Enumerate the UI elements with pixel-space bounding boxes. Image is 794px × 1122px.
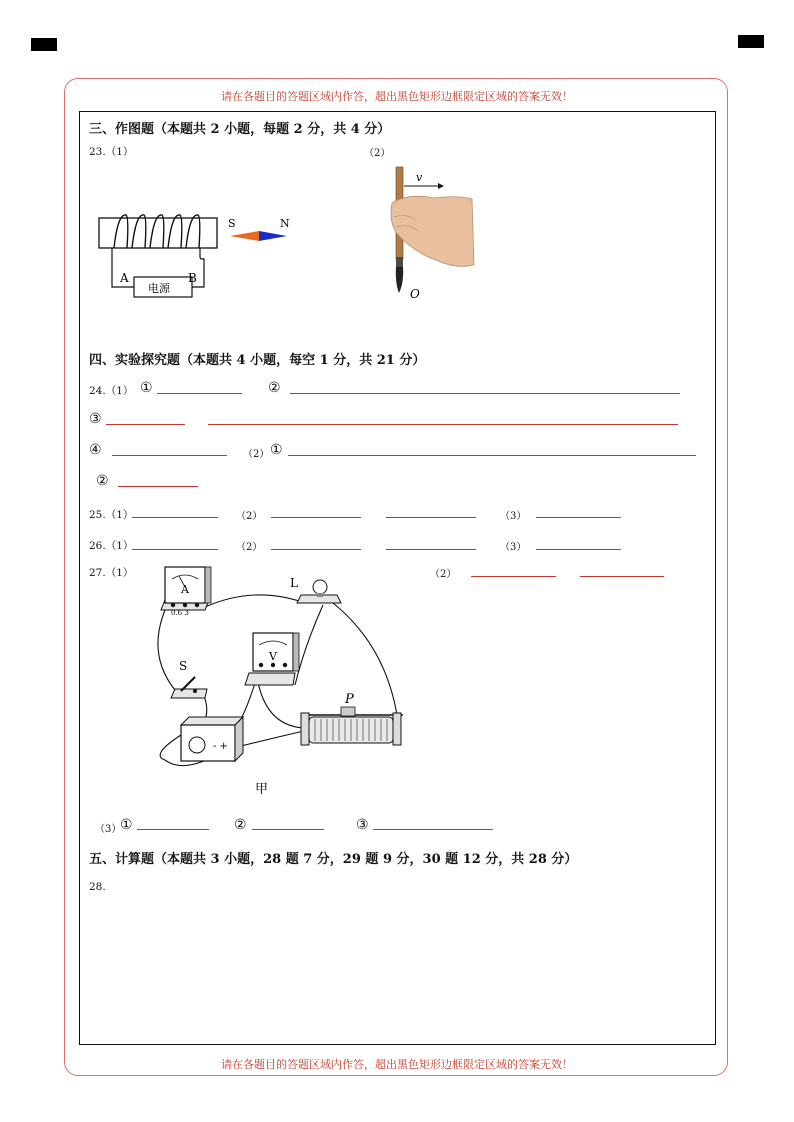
q25-sub2-label: （2） xyxy=(236,511,263,522)
q24-blank3-marker: ③ xyxy=(89,411,102,427)
q27-sub3-blank1-line[interactable] xyxy=(137,829,209,830)
svg-text:- +: - + xyxy=(213,741,228,752)
q27-sub2-label: （2） xyxy=(430,569,457,580)
q26-sub2-label: （2） xyxy=(236,542,263,553)
battery-box xyxy=(181,717,243,761)
q25-blank3-line[interactable] xyxy=(386,517,476,518)
ammeter-label: A xyxy=(181,583,189,596)
brush-tip xyxy=(396,267,403,293)
ammeter-scale: 0.6 3 xyxy=(171,609,189,617)
q26-blank2-line[interactable] xyxy=(271,549,361,550)
needle-n-label: N xyxy=(280,217,290,230)
q25-label: 25.（1） xyxy=(89,509,134,521)
section-5-title: 五、计算题（本题共 3 小题，28 题 7 分，29 题 9 分，30 题 12 分，共 28 分） xyxy=(89,852,578,867)
solenoid-diagram xyxy=(96,205,296,300)
notice-bottom: 请在各题目的答题区域内作答，超出黑色矩形边框限定区域的答案无效！ xyxy=(221,1058,573,1071)
q25-blank2-line[interactable] xyxy=(271,517,361,518)
q24-blank3-line[interactable] xyxy=(106,424,185,425)
q24-blank1-marker: ① xyxy=(140,380,153,396)
hand xyxy=(391,196,474,266)
terminal-b-label: B xyxy=(188,271,197,285)
q28-label: 28. xyxy=(89,881,106,893)
section-3-title: 三、作图题（本题共 2 小题，每题 2 分，共 4 分） xyxy=(89,122,391,137)
q24-blank2-line[interactable] xyxy=(290,393,680,394)
q24-sub2-blank1-marker: ① xyxy=(270,442,283,458)
q24-sub2-blank2-marker: ② xyxy=(96,473,109,489)
q25-blank4-line[interactable] xyxy=(536,517,621,518)
q25-blank1-line[interactable] xyxy=(132,517,218,518)
q25-sub3-label: （3） xyxy=(500,511,527,522)
voltmeter-label: V xyxy=(269,650,277,663)
registration-mark-right xyxy=(738,35,764,48)
compass-needle-north xyxy=(259,231,287,241)
q24-blank4-marker: ④ xyxy=(89,442,102,458)
q27-sub3-label: （3） xyxy=(95,824,122,835)
origin-label: O xyxy=(410,287,420,301)
q24-sub2-blank2-line[interactable] xyxy=(118,486,198,487)
q27-sub2-blank1-line[interactable] xyxy=(471,576,556,577)
q27-sub3-blank3-marker: ③ xyxy=(356,817,369,833)
q26-label: 26.（1） xyxy=(89,540,134,552)
section-4-title: 四、实验探究题（本题共 4 小题，每空 1 分，共 21 分） xyxy=(89,353,426,368)
switch xyxy=(171,659,207,698)
switch-label: S xyxy=(179,659,188,673)
notice-top: 请在各题目的答题区域内作答，超出黑色矩形边框限定区域的答案无效！ xyxy=(221,90,573,103)
q26-sub3-label: （3） xyxy=(500,542,527,553)
q24-sub2-blank1-line[interactable] xyxy=(288,455,696,456)
q28-answer-area[interactable] xyxy=(89,900,709,1038)
needle-s-label: S xyxy=(228,217,236,230)
rheostat-slider-label: P xyxy=(345,692,354,707)
q24-label: 24.（1） xyxy=(89,385,134,397)
voltmeter xyxy=(245,633,299,685)
q24-sub2-label: （2） xyxy=(243,449,270,460)
q26-blank3-line[interactable] xyxy=(386,549,476,550)
q27-sub3-blank2-line[interactable] xyxy=(252,829,324,830)
q26-blank4-line[interactable] xyxy=(536,549,621,550)
rheostat xyxy=(301,692,403,745)
terminal-a-label: A xyxy=(120,271,129,285)
lamp-label: L xyxy=(290,576,298,590)
compass-needle-south xyxy=(230,231,259,241)
q24-blank4-line[interactable] xyxy=(112,455,227,456)
q24-blank1-line[interactable] xyxy=(157,393,242,394)
q24-blank2-marker: ② xyxy=(268,380,281,396)
brush-photo xyxy=(386,165,478,303)
q27-sub2-blank2-line[interactable] xyxy=(580,576,664,577)
power-supply-label: 电源 xyxy=(148,282,170,295)
registration-mark-left xyxy=(31,38,57,51)
q24-blank3b-line[interactable] xyxy=(208,424,678,425)
q27-sub3-blank3-line[interactable] xyxy=(373,829,493,830)
ammeter xyxy=(161,567,211,617)
circuit-diagram xyxy=(145,565,415,800)
velocity-label: v xyxy=(416,171,423,184)
q23-label: 23.（1） xyxy=(89,146,134,158)
figure-caption: 甲 xyxy=(255,782,269,797)
q26-blank1-line[interactable] xyxy=(132,549,218,550)
lamp xyxy=(290,576,341,603)
velocity-arrow-icon xyxy=(438,183,444,189)
q27-sub3-blank1-marker: ① xyxy=(120,817,133,833)
q23-sub2-label: （2） xyxy=(364,148,391,159)
q27-label: 27.（1） xyxy=(89,567,134,579)
q27-sub3-blank2-marker: ② xyxy=(234,817,247,833)
